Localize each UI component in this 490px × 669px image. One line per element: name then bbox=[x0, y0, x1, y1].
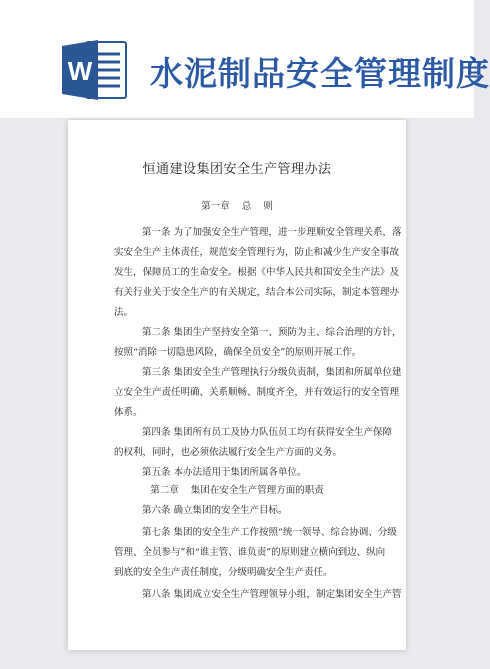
text-line: 管理、全员参与”和“谁主管、谁负责”的原则建立横向到边、纵向 bbox=[114, 547, 386, 558]
chapter-heading: 第一章 总 则 bbox=[201, 201, 273, 212]
text-line: 第一条 为了加强安全生产管理，进一步理顺安全管理关系，落 bbox=[142, 227, 402, 238]
text-line: 到底的安全生产责任制度，分级明确安全生产责任。 bbox=[114, 567, 333, 578]
logo-letter: W bbox=[67, 56, 93, 86]
header-banner bbox=[0, 0, 490, 118]
word-document-icon bbox=[62, 38, 130, 102]
chapter-heading: 第二章 集团在安全生产管理方面的职责 bbox=[150, 485, 324, 496]
text-line: 法。 bbox=[114, 307, 134, 318]
document-page bbox=[68, 120, 406, 650]
text-line: 实安全生产主体责任，规范安全管理行为，防止和减少生产安全事故 bbox=[114, 247, 400, 258]
text-line: 第五条 本办法适用于集团所属各单位。 bbox=[142, 467, 307, 478]
page-title: 水泥制品安全管理制度 bbox=[150, 54, 490, 93]
text-line: 按照“消除一切隐患风险，确保全员安全”的原则开展工作。 bbox=[114, 347, 362, 358]
document-title: 恒通建设集团安全生产管理办法 bbox=[142, 162, 332, 177]
text-line: 第六条 确立集团的安全生产目标。 bbox=[142, 505, 288, 516]
text-line: 体系。 bbox=[114, 407, 143, 418]
text-line: 第二条 集团生产坚持安全第一、预防为主、综合治理的方针， bbox=[142, 327, 402, 338]
text-line: 第八条 集团成立安全生产管理领导小组，制定集团安全生产管 bbox=[142, 589, 402, 600]
text-line: 有关行业关于安全生产的有关规定，结合本公司实际，制定本管理办 bbox=[114, 287, 400, 298]
text-line: 立安全生产责任明确、关系顺畅、制度齐全，并有效运行的安全管理 bbox=[114, 387, 400, 398]
watermark: □ bbox=[210, 414, 264, 472]
text-line: 的权利，同时，也必须依法履行安全生产方面的义务。 bbox=[114, 447, 343, 458]
text-line: 发生，保障员工的生命安全。根据《中华人民共和国安全生产法》及 bbox=[114, 267, 400, 278]
text-line: 第四条 集团所有员工及协力队伍员工均有获得安全生产保障 bbox=[142, 427, 393, 438]
text-line: 第七条 集团的安全生产工作按照“统一领导、综合协调、分级 bbox=[142, 527, 397, 538]
text-line: 第三条 集团安全生产管理执行分级负责制，集团和所属单位建 bbox=[142, 367, 402, 378]
